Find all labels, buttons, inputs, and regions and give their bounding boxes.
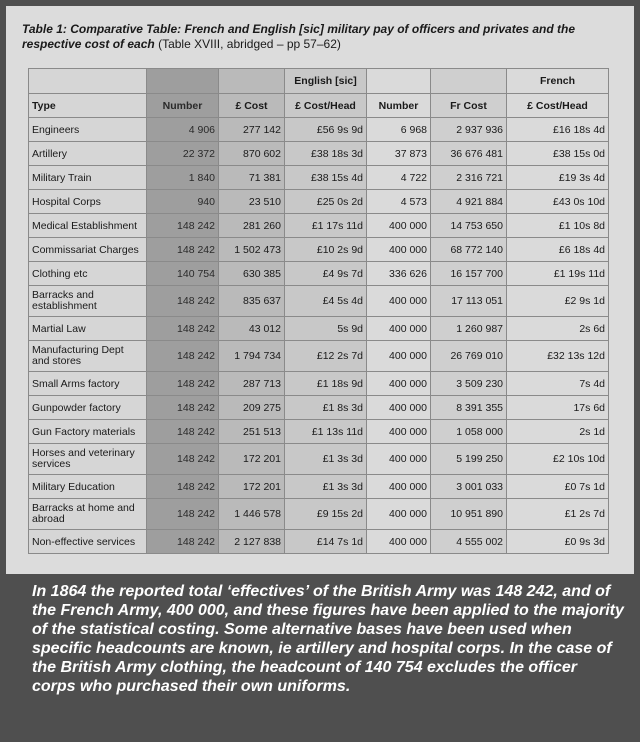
cell-type: Clothing etc — [29, 262, 147, 286]
cell-cost-fr: 2 937 936 — [431, 118, 507, 142]
cell-costhead-fr: £2 9s 1d — [507, 286, 609, 317]
cell-cost-fr: 26 769 010 — [431, 341, 507, 372]
cell-cost-fr: 1 058 000 — [431, 420, 507, 444]
group-header-blank — [29, 69, 147, 94]
cell-costhead-fr: £6 18s 4d — [507, 238, 609, 262]
cell-cost-fr: 68 772 140 — [431, 238, 507, 262]
cell-number-fr: 400 000 — [367, 444, 431, 475]
cell-costhead-fr: 17s 6d — [507, 396, 609, 420]
table-row — [29, 444, 609, 475]
table-row — [29, 530, 609, 554]
cell-cost-en: 1 502 473 — [219, 238, 285, 262]
cell-number-fr: 37 873 — [367, 142, 431, 166]
cell-cost-fr: 3 001 033 — [431, 475, 507, 499]
table-row — [29, 214, 609, 238]
cell-number-en: 148 242 — [147, 530, 219, 554]
table-row — [29, 396, 609, 420]
cell-costhead-en: £4 9s 7d — [285, 262, 367, 286]
cell-costhead-en: 5s 9d — [285, 317, 367, 341]
cell-number-fr: 400 000 — [367, 530, 431, 554]
cell-type: Non-effective services — [29, 530, 147, 554]
cell-cost-en: 835 637 — [219, 286, 285, 317]
cell-number-en: 148 242 — [147, 214, 219, 238]
cell-number-fr: 400 000 — [367, 396, 431, 420]
cell-type: Military Train — [29, 166, 147, 190]
group-header-blank — [367, 69, 431, 94]
cell-costhead-en: £56 9s 9d — [285, 118, 367, 142]
cell-costhead-fr: £0 9s 3d — [507, 530, 609, 554]
cell-costhead-en: £1 17s 11d — [285, 214, 367, 238]
cell-cost-fr: 8 391 355 — [431, 396, 507, 420]
cell-type: Barracks at home and abroad — [29, 499, 147, 530]
cell-cost-fr: 3 509 230 — [431, 372, 507, 396]
table-row — [29, 499, 609, 530]
cell-number-en: 148 242 — [147, 499, 219, 530]
cell-number-fr: 4 573 — [367, 190, 431, 214]
cell-cost-fr: 16 157 700 — [431, 262, 507, 286]
cell-number-en: 148 242 — [147, 420, 219, 444]
cell-cost-fr: 4 921 884 — [431, 190, 507, 214]
cell-cost-en: 2 127 838 — [219, 530, 285, 554]
table-row — [29, 286, 609, 317]
cell-number-fr: 400 000 — [367, 286, 431, 317]
cell-cost-en: 287 713 — [219, 372, 285, 396]
group-header-row — [29, 69, 609, 94]
cell-type: Artillery — [29, 142, 147, 166]
cell-type: Medical Establishment — [29, 214, 147, 238]
table-row — [29, 372, 609, 396]
table-body — [29, 118, 609, 554]
cell-type: Military Education — [29, 475, 147, 499]
cell-cost-en: 277 142 — [219, 118, 285, 142]
cell-costhead-fr: £1 19s 11d — [507, 262, 609, 286]
cell-type: Gunpowder factory — [29, 396, 147, 420]
cell-cost-en: 23 510 — [219, 190, 285, 214]
cell-costhead-en: £1 8s 3d — [285, 396, 367, 420]
cell-cost-en: 630 385 — [219, 262, 285, 286]
cell-number-en: 148 242 — [147, 444, 219, 475]
cell-costhead-en: £1 18s 9d — [285, 372, 367, 396]
title-label: Table 1: — [22, 22, 67, 36]
cell-costhead-en: £4 5s 4d — [285, 286, 367, 317]
cell-cost-fr: 1 260 987 — [431, 317, 507, 341]
cell-number-fr: 400 000 — [367, 499, 431, 530]
column-header-type: Type — [29, 94, 147, 118]
table-title — [22, 22, 612, 52]
group-header-blank — [431, 69, 507, 94]
cell-number-en: 148 242 — [147, 372, 219, 396]
cell-cost-fr: 2 316 721 — [431, 166, 507, 190]
cell-cost-en: 43 012 — [219, 317, 285, 341]
column-header-cost-en: £ Cost — [219, 94, 285, 118]
cell-type: Commissariat Charges — [29, 238, 147, 262]
table-row — [29, 420, 609, 444]
cell-number-fr: 400 000 — [367, 372, 431, 396]
title-note: (Table XVIII, abridged – pp 57–62) — [158, 37, 341, 51]
comparative-table — [28, 68, 609, 554]
table-row — [29, 475, 609, 499]
table-row — [29, 190, 609, 214]
cell-costhead-en: £1 3s 3d — [285, 475, 367, 499]
table-row — [29, 166, 609, 190]
cell-cost-fr: 10 951 890 — [431, 499, 507, 530]
column-header-costhead-fr: £ Cost/Head — [507, 94, 609, 118]
column-header-number-fr: Number — [367, 94, 431, 118]
cell-cost-en: 1 446 578 — [219, 499, 285, 530]
cell-cost-en: 172 201 — [219, 444, 285, 475]
cell-type: Manufacturing Dept and stores — [29, 341, 147, 372]
table-row — [29, 317, 609, 341]
cell-costhead-fr: £32 13s 12d — [507, 341, 609, 372]
cell-cost-fr: 36 676 481 — [431, 142, 507, 166]
cell-number-en: 148 242 — [147, 317, 219, 341]
cell-costhead-en: £1 13s 11d — [285, 420, 367, 444]
cell-cost-en: 281 260 — [219, 214, 285, 238]
cell-costhead-fr: £19 3s 4d — [507, 166, 609, 190]
cell-number-en: 140 754 — [147, 262, 219, 286]
cell-number-en: 148 242 — [147, 238, 219, 262]
cell-cost-en: 1 794 734 — [219, 341, 285, 372]
group-header-blank — [219, 69, 285, 94]
cell-costhead-fr: £38 15s 0d — [507, 142, 609, 166]
column-header-number-en: Number — [147, 94, 219, 118]
group-header-blank — [147, 69, 219, 94]
cell-type: Engineers — [29, 118, 147, 142]
cell-costhead-en: £38 18s 3d — [285, 142, 367, 166]
cell-costhead-fr: £1 10s 8d — [507, 214, 609, 238]
cell-costhead-en: £14 7s 1d — [285, 530, 367, 554]
cell-cost-en: 209 275 — [219, 396, 285, 420]
group-header-french: French — [507, 69, 609, 94]
table-row — [29, 262, 609, 286]
cell-type: Gun Factory materials — [29, 420, 147, 444]
column-header-cost-fr: Fr Cost — [431, 94, 507, 118]
cell-costhead-fr: 7s 4d — [507, 372, 609, 396]
cell-number-fr: 6 968 — [367, 118, 431, 142]
cell-number-fr: 336 626 — [367, 262, 431, 286]
cell-number-fr: 4 722 — [367, 166, 431, 190]
group-header-english: English [sic] — [285, 69, 367, 94]
cell-costhead-fr: £2 10s 10d — [507, 444, 609, 475]
cell-cost-fr: 17 113 051 — [431, 286, 507, 317]
cell-costhead-fr: £1 2s 7d — [507, 499, 609, 530]
cell-number-fr: 400 000 — [367, 420, 431, 444]
cell-number-en: 148 242 — [147, 286, 219, 317]
cell-type: Small Arms factory — [29, 372, 147, 396]
cell-number-fr: 400 000 — [367, 475, 431, 499]
cell-costhead-fr: 2s 6d — [507, 317, 609, 341]
column-header-costhead-en: £ Cost/Head — [285, 94, 367, 118]
cell-number-en: 940 — [147, 190, 219, 214]
column-header-row — [29, 94, 609, 118]
cell-costhead-fr: 2s 1d — [507, 420, 609, 444]
caption: In 1864 the reported total ‘effectives’ of the British Army was 148 242, and of the French Army, 400 000, and these figures have been applied to the majority of the statistical costing. Some alternative bases have been used when specific headcounts are known, ie artillery and hospital corps. In the case of the British Army clothing, the headcount of 140 754 excludes the officer corps who purchased their own uniforms. — [32, 583, 624, 695]
cell-costhead-en: £38 15s 4d — [285, 166, 367, 190]
cell-type: Barracks and establishment — [29, 286, 147, 317]
table-row — [29, 118, 609, 142]
cell-type: Hospital Corps — [29, 190, 147, 214]
cell-costhead-en: £10 2s 9d — [285, 238, 367, 262]
cell-number-en: 4 906 — [147, 118, 219, 142]
cell-number-en: 148 242 — [147, 475, 219, 499]
cell-type: Martial Law — [29, 317, 147, 341]
cell-number-en: 22 372 — [147, 142, 219, 166]
cell-cost-fr: 5 199 250 — [431, 444, 507, 475]
table-row — [29, 238, 609, 262]
cell-number-fr: 400 000 — [367, 317, 431, 341]
table-row — [29, 341, 609, 372]
cell-number-fr: 400 000 — [367, 341, 431, 372]
cell-costhead-fr: £43 0s 10d — [507, 190, 609, 214]
cell-costhead-en: £9 15s 2d — [285, 499, 367, 530]
cell-costhead-en: £25 0s 2d — [285, 190, 367, 214]
cell-costhead-en: £12 2s 7d — [285, 341, 367, 372]
cell-costhead-en: £1 3s 3d — [285, 444, 367, 475]
cell-number-en: 1 840 — [147, 166, 219, 190]
table-row — [29, 142, 609, 166]
cell-number-en: 148 242 — [147, 396, 219, 420]
title-text: Comparative Table: French and English [sic] military pay of officers and privates and the respective cost of each — [22, 22, 576, 51]
cell-type: Horses and veterinary services — [29, 444, 147, 475]
cell-cost-en: 71 381 — [219, 166, 285, 190]
cell-cost-fr: 14 753 650 — [431, 214, 507, 238]
cell-costhead-fr: £16 18s 4d — [507, 118, 609, 142]
cell-number-en: 148 242 — [147, 341, 219, 372]
cell-cost-en: 251 513 — [219, 420, 285, 444]
cell-cost-en: 172 201 — [219, 475, 285, 499]
cell-costhead-fr: £0 7s 1d — [507, 475, 609, 499]
cell-number-fr: 400 000 — [367, 214, 431, 238]
cell-cost-fr: 4 555 002 — [431, 530, 507, 554]
cell-cost-en: 870 602 — [219, 142, 285, 166]
cell-number-fr: 400 000 — [367, 238, 431, 262]
